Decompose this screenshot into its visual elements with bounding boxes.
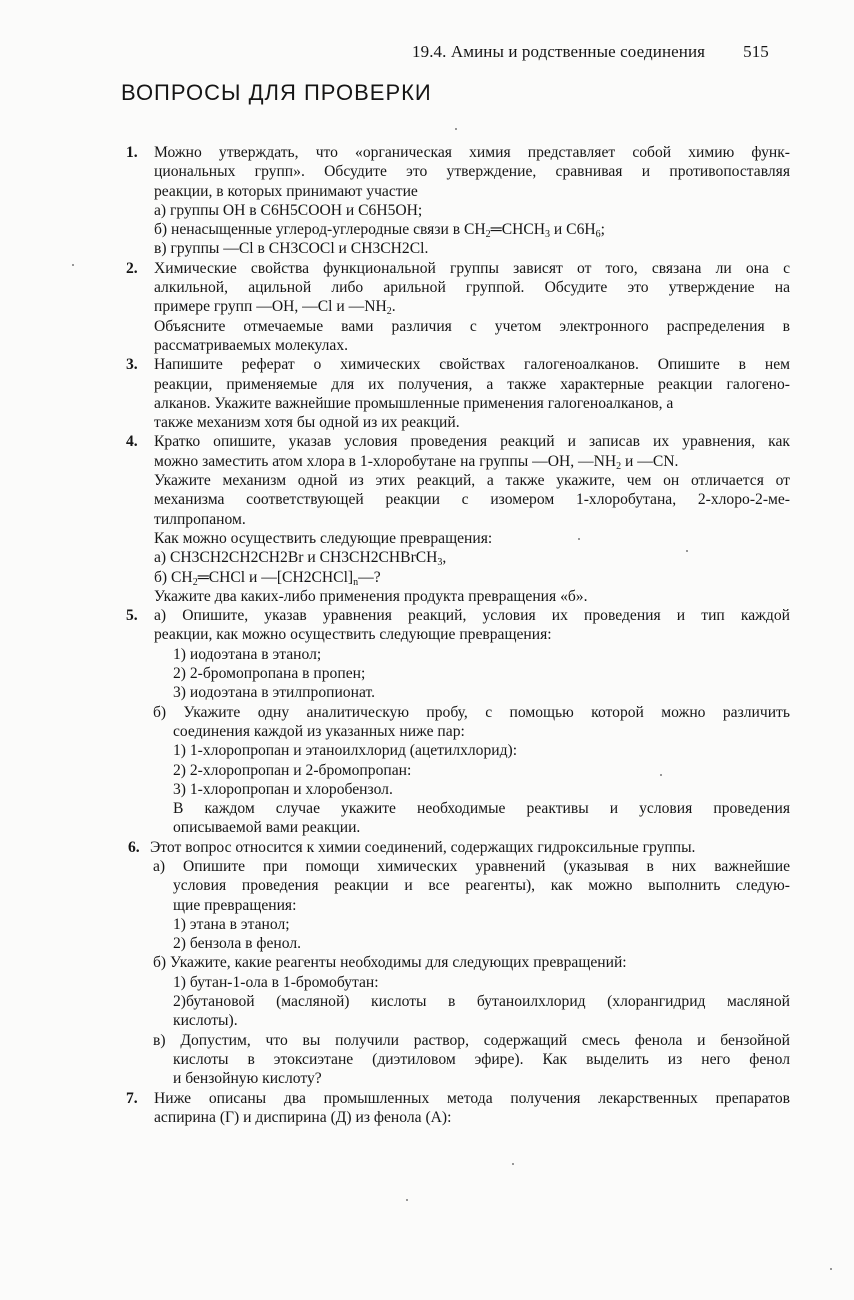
q5-line: реакции, как можно осуществить следующие превращения: (154, 626, 552, 644)
questions-list (126, 143, 790, 1127)
scan-speck (455, 128, 457, 130)
q6-line: кислоты в этоксиэтане (диэтиловом эфире). Как выделить из него фенол (173, 1050, 790, 1068)
q5-subitem: 3) иодоэтана в этилпропионат. (173, 684, 376, 702)
running-title: 19.4. Амины и родственные соединения (412, 42, 706, 61)
q6-line: 6. Этот вопрос относится к химии соединений, содержащих гидроксильные группы. (128, 838, 696, 856)
q6-line: щие превращения: (173, 896, 297, 914)
q2-line: Объясните отмечаемые вами различия с учетом электронного распределения в (154, 317, 790, 335)
q6-item-b: б) Укажите, какие реагенты необходимы для следующих превращений: (153, 954, 627, 972)
q6-line: условия проведения реакции и все реагенты), как можно выполнить следую- (173, 877, 790, 895)
q5-line: описываемой вами реакции. (173, 819, 361, 837)
scan-speck (686, 550, 688, 552)
q5-item-b: б) Укажите одну аналитическую пробу, с помощью которой можно различить (153, 703, 790, 721)
q2-line: алкильной, ацильной либо арильной группой. Обсудите это утверждение на (154, 279, 790, 297)
q6-subitem: 1) этана в этанол; (173, 915, 290, 933)
q6-subitem: 1) бутан-1-ола в 1-бромобутан: (173, 973, 379, 991)
q5-line: соединения каждой из указанных ниже пар: (173, 722, 465, 740)
q1-line: 1. Можно утверждать, что «органическая химия представляет собой химию функ- (126, 144, 790, 161)
q4-line: механизма соответствующей реакции с изомером 1-хлоробутана, 2-хлоро-2-ме- (154, 491, 790, 509)
q5-subitem: 2) 2-хлоропропан и 2-бромопропан: (173, 761, 412, 779)
q6-number: 6. (128, 838, 140, 856)
q2-line: примере групп —OH, —Cl и $—NH_2$. (154, 298, 396, 318)
q4-line: Укажите два каких-либо применения продукта превращения «б». (154, 587, 588, 605)
q6-item-a: а) Опишите при помощи химических уравнений (указывая в них важнейшие (153, 857, 790, 875)
q5-subitem: 2) 2-бромопропана в пропен; (173, 665, 366, 683)
q1-line: циональных групп». Обсудите это утверждение, сравнивая и противопоставляя (154, 163, 790, 181)
scan-speck (512, 1163, 514, 1165)
q3-line: реакции, применяемые для их получения, а также характерные реакции галогено- (154, 375, 790, 393)
q3-line: алканов. Укажите важнейшие промышленные применения галогеноалканов, а (154, 394, 674, 412)
q5-subitem: 3) 1-хлоропропан и хлоробензол. (173, 780, 393, 798)
q2-number: 2. (126, 259, 138, 277)
q6-line: кислоты). (173, 1012, 238, 1030)
q6-subitem: 2)бутановой (масляной) кислоты в бутаноилхлорид (хлорангидрид масляной (173, 993, 790, 1011)
scan-speck (578, 538, 580, 540)
q4-line: 4. Кратко опишите, указав условия проведения реакций и записав их уравнения, как (126, 433, 790, 451)
q7-line: аспирина (Г) и диспирина (Д) из фенола (А): (154, 1108, 452, 1126)
q4-item-a: а) CH3CH2CH2CH2Br и CH3CH2CHBrCH$_3$, (154, 549, 447, 569)
q2-line: 2. Химические свойства функциональной группы зависят от того, связана ли она с (126, 259, 790, 277)
q1-number: 1. (126, 144, 138, 161)
q4-line: Как можно осуществить следующие превращения: (154, 529, 493, 547)
q5-line: 5. а) Опишите, указав уравнения реакций, условия их проведения и тип каждой (126, 607, 790, 625)
q1-item-a: а) группы ОН в C6H5COOH и C6H5OH; (154, 201, 423, 219)
q3-line: 3. Напишите реферат о химических свойствах галогеноалканов. Опишите в нем (126, 356, 790, 374)
q6-subitem: 2) бензола в фенол. (173, 935, 302, 953)
q5-line: В каждом случае укажите необходимые реактивы и условия проведения (173, 800, 790, 818)
q7-line: 7. Ниже описаны два промышленных метода получения лекарственных препаратов (126, 1089, 790, 1107)
q1-item-b: б) ненасыщенные углерод-углеродные связи в $CH_2═CHCH_3$ и $C6H_6$; (154, 221, 605, 241)
q3-line: также механизм хотя бы одной из их реакций. (154, 414, 460, 432)
running-header (412, 42, 769, 62)
q4-line: тилпропаном. (154, 510, 246, 528)
q5-number: 5. (126, 607, 138, 625)
q3-number: 3. (126, 356, 138, 374)
q6-line: и бензойную кислоту? (173, 1070, 322, 1088)
section-title: ВОПРОСЫ ДЛЯ ПРОВЕРКИ (121, 80, 432, 105)
q6-item-c: в) Допустим, что вы получили раствор, содержащий смесь фенола и бензойной (153, 1031, 790, 1049)
q4-item-b: б) $CH_2═CHCl$ и $—[CH2CHCl]_n—$? (154, 568, 381, 588)
q4-line: Укажите механизм одной из этих реакций, а также укажите, чем он отличается от (154, 472, 790, 490)
q2-line: рассматриваемых молекулах. (154, 336, 349, 354)
page-number: 515 (743, 42, 769, 61)
q1-line: реакции, в которых принимают участие (154, 182, 418, 200)
scan-speck (72, 264, 74, 266)
scan-speck (660, 774, 662, 776)
scan-speck (830, 1268, 832, 1270)
q4-number: 4. (126, 433, 138, 451)
scan-speck (406, 1199, 408, 1201)
q5-subitem: 1) 1-хлоропропан и этаноилхлорид (ацетилхлорид): (173, 742, 518, 760)
q4-line: можно заместить атом хлора в 1-хлоробутане на группы —OH, $—NH_2$ и —CN. (154, 452, 679, 472)
q7-number: 7. (126, 1089, 138, 1107)
q1-item-c: в) группы —Cl в CH3COCl и CH3CH2Cl. (154, 240, 429, 258)
q5-subitem: 1) иодоэтана в этанол; (173, 645, 322, 663)
